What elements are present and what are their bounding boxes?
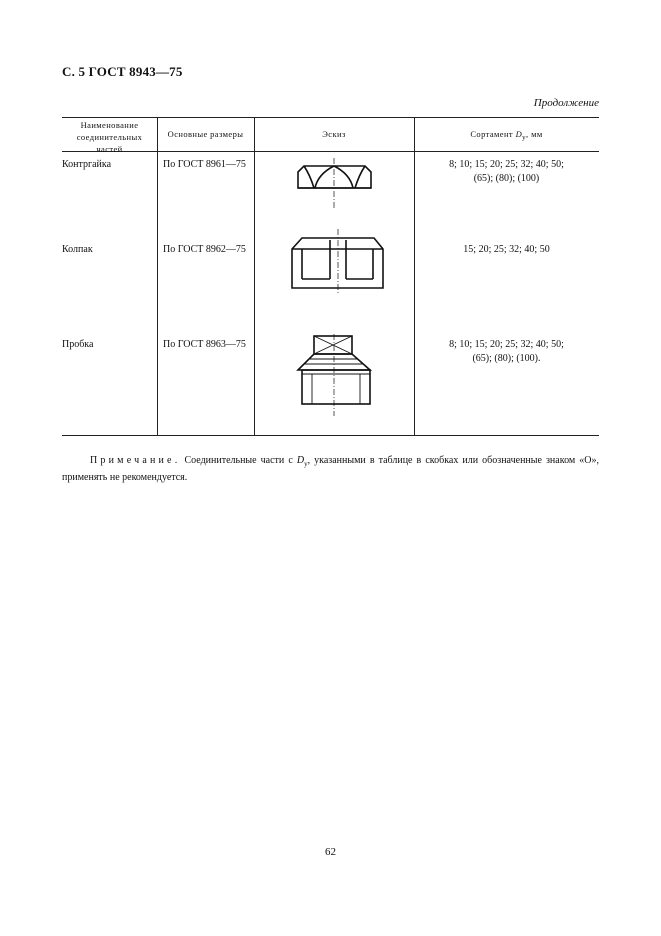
header-name-line: соединительных	[76, 132, 143, 142]
header-sketch: Эскиз	[322, 129, 346, 139]
row-range	[414, 158, 599, 186]
page-number: 62	[325, 846, 336, 858]
row-dimensions: По ГОСТ 8961—75	[163, 159, 246, 170]
note-symbol: D	[296, 455, 305, 466]
header-name	[62, 119, 157, 155]
row-name: Пробка	[62, 339, 94, 350]
header-range-symbol: D	[515, 129, 523, 139]
lock-nut-sketch-icon	[254, 152, 414, 212]
row-range	[414, 338, 599, 366]
header-name-line: частей	[96, 144, 123, 154]
page-title: С. 5 ГОСТ 8943—75	[62, 64, 183, 79]
column-divider	[157, 117, 158, 435]
note-text-after: , указанными в таблице в скобках или обозначенные знаком «О», применять не рекомендуется.	[62, 455, 599, 483]
header-range	[414, 128, 599, 144]
row-range	[414, 243, 599, 257]
row-range-line: 8; 10; 15; 20; 25; 32; 40; 50;	[449, 339, 564, 350]
row-range-line: 8; 10; 15; 20; 25; 32; 40; 50;	[449, 159, 564, 170]
note-text-before: Соединительные части с	[180, 455, 297, 466]
row-dimensions: По ГОСТ 8963—75	[163, 339, 246, 350]
header-dimensions: Основные размеры	[167, 129, 244, 139]
footnote	[62, 454, 599, 485]
plug-sketch-icon	[254, 330, 414, 420]
row-dimensions: По ГОСТ 8962—75	[163, 244, 246, 255]
note-subscript: у	[304, 460, 308, 468]
continuation-label: Продолжение	[533, 97, 599, 109]
note-label: Примечание.	[90, 455, 181, 466]
header-range-unit: , мм	[526, 129, 543, 139]
header-range-prefix: Сортамент	[470, 129, 514, 139]
header-range-subscript: у	[522, 133, 527, 142]
row-range-line: (65); (80); (100).	[472, 353, 541, 364]
header-name-line: Наименование	[80, 120, 139, 130]
table-top-rule	[62, 117, 599, 118]
row-range-line: (65); (80); (100)	[473, 173, 540, 184]
row-name: Колпак	[62, 244, 93, 255]
row-range-line: 15; 20; 25; 32; 40; 50	[463, 244, 550, 255]
row-name: Контргайка	[62, 159, 112, 170]
cap-sketch-icon	[254, 227, 414, 297]
table-bottom-rule	[62, 435, 599, 436]
